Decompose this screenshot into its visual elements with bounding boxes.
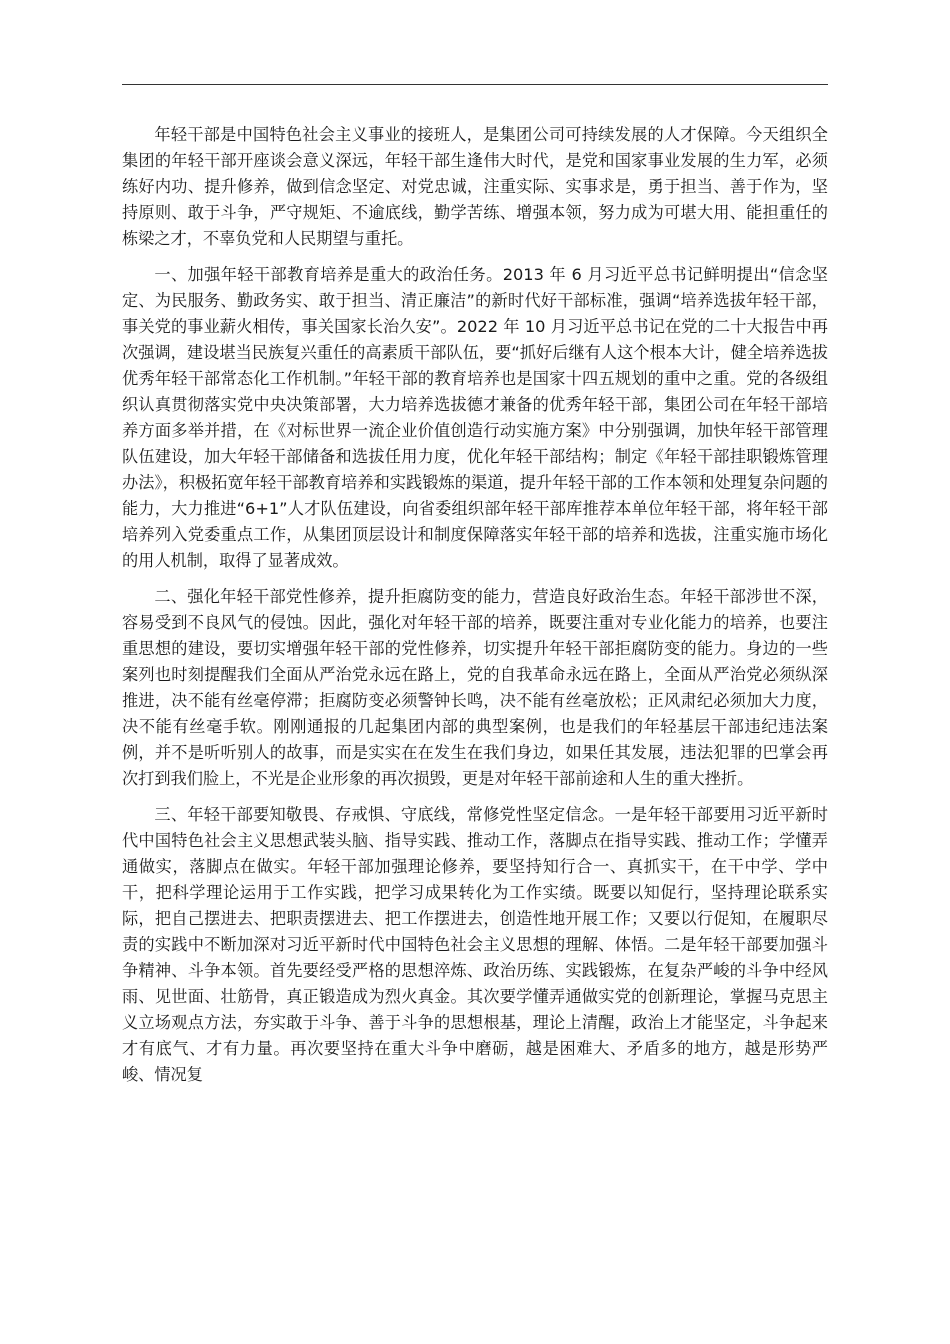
- paragraph-section-three: 三、年轻干部要知敬畏、存戒惧、守底线，常修党性坚定信念。一是年轻干部要用习近平新时代中国特色社会主义思想武装头脑、指导实践、推动工作，落脚点在指导实践、推动工作；学懂弄通做实，落脚点在做实。年轻干部加强理论修养，要坚持知行合一、真抓实干，在干中学、学中干，把科学理论运用于工作实践，把学习成果转化为工作实绩。既要以知促行，坚持理论联系实际，把自己摆进去、把职责摆进去、把工作摆进去，创造性地开展工作；又要以行促知，在履职尽责的实践中不断加深对习近平新时代中国特色社会主义思想的理解、体悟。二是年轻干部要加强斗争精神、斗争本领。首先要经受严格的思想淬炼、政治历练、实践锻炼，在复杂严峻的斗争中经风雨、见世面、壮筋骨，真正锻造成为烈火真金。其次要学懂弄通做实党的创新理论，掌握马克思主义立场观点方法，夯实敢于斗争、善于斗争的思想根基，理论上清醒，政治上才能坚定，斗争起来才有底气、才有力量。再次要坚持在重大斗争中磨砺，越是困难大、矛盾多的地方，越是形势严峻、情况复: [122, 805, 828, 1084]
- header-rule: [122, 84, 828, 85]
- document-body: [122, 122, 828, 1098]
- paragraph-intro: 年轻干部是中国特色社会主义事业的接班人，是集团公司可持续发展的人才保障。今天组织全集团的年轻干部开座谈会意义深远，年轻干部生逢伟大时代，是党和国家事业发展的生力军，必须练好内功、提升修养，做到信念坚定、对党忠诚，注重实际、实事求是，勇于担当、善于作为，坚持原则、敢于斗争，严守规矩、不逾底线，勤学苦练、增强本领，努力成为可堪大用、能担重任的栋梁之才，不辜负党和人民期望与重托。: [122, 125, 828, 248]
- paragraph-section-one: 一、加强年轻干部教育培养是重大的政治任务。2013 年 6 月习近平总书记鲜明提出“信念坚定、为民服务、勤政务实、敢于担当、清正廉洁”的新时代好干部标准，强调“培养选拔年轻干部，事关党的事业薪火相传，事关国家长治久安”。2022 年 10 月习近平总书记在党的二十大报告中再次强调，建设堪当民族复兴重任的高素质干部队伍，要“抓好后继有人这个根本大计，健全培养选拔优秀年轻干部常态化工作机制。”年轻干部的教育培养也是国家十四五规划的重中之重。党的各级组织认真贯彻落实党中央决策部署，大力培养选拔德才兼备的优秀年轻干部，集团公司在年轻干部培养方面多举并措，在《对标世界一流企业价值创造行动实施方案》中分别强调，加快年轻干部管理队伍建设，加大年轻干部储备和选拔任用力度，优化年轻干部结构；制定《年轻干部挂职锻炼管理办法》，积极拓宽年轻干部教育培养和实践锻炼的渠道，提升年轻干部的工作本领和处理复杂问题的能力，大力推进“6+1”人才队伍建设，向省委组织部年轻干部库推荐本单位年轻干部，将年轻干部培养列入党委重点工作，从集团顶层设计和制度保障落实年轻干部的培养和选拔，注重实施市场化的用人机制，取得了显著成效。: [122, 265, 828, 570]
- paragraph-section-two: 二、强化年轻干部党性修养，提升拒腐防变的能力，营造良好政治生态。年轻干部涉世不深，容易受到不良风气的侵蚀。因此，强化对年轻干部的培养，既要注重对专业化能力的培养，也要注重思想的建设，要切实增强年轻干部的党性修养，切实提升年轻干部拒腐防变的能力。身边的一些案列也时刻提醒我们全面从严治党永远在路上，党的自我革命永远在路上，全面从严治党必须纵深推进，决不能有丝毫停滞；拒腐防变必须警钟长鸣，决不能有丝毫放松；正风肃纪必须加大力度，决不能有丝毫手软。刚刚通报的几起集团内部的典型案例，也是我们的年轻基层干部违纪违法案例，并不是听听别人的故事，而是实实在在发生在我们身边，如果任其发展，违法犯罪的巴掌会再次打到我们脸上，不光是企业形象的再次损毁，更是对年轻干部前途和人生的重大挫折。: [122, 587, 828, 788]
